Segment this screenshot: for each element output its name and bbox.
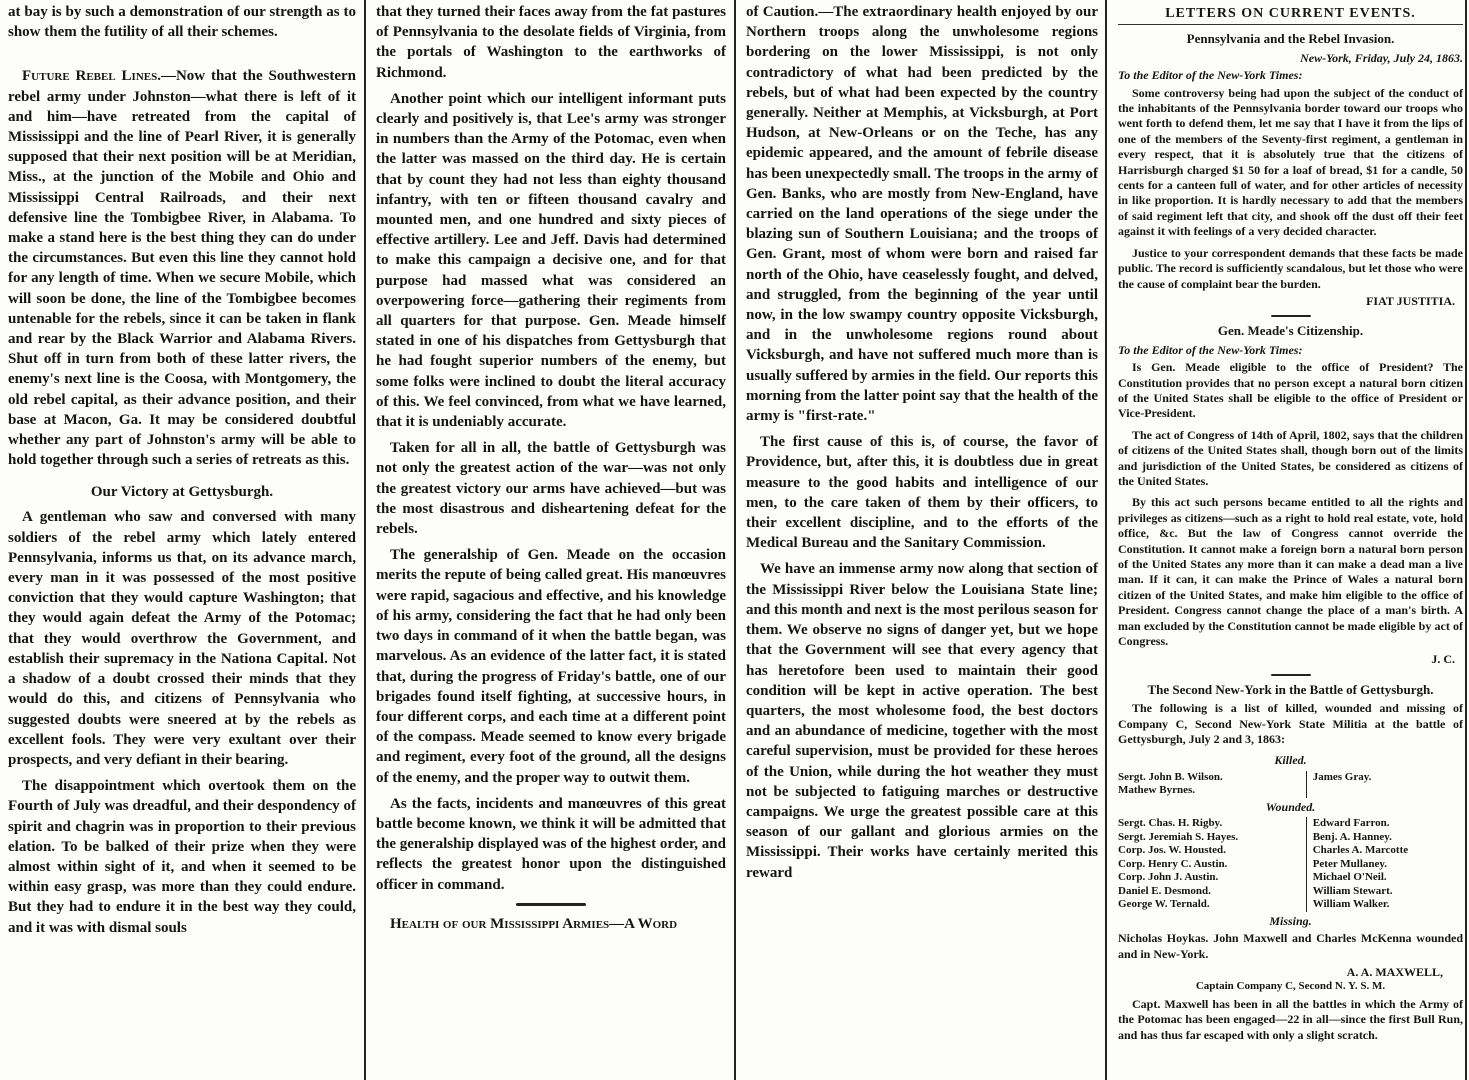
- paragraph: at bay is by such a demonstration of our strength as to show them the futility of all their schemes.: [8, 4, 356, 41]
- paragraph: As the facts, incidents and manœuvres of this great battle become known, we think it will be admitted that the generalship displayed was of the highest order, and reflects the greatest honor upon the distinguished officer in command.: [376, 795, 726, 893]
- salutation: To the Editor of the New-York Times:: [1118, 68, 1303, 83]
- paragraph: Taken for all in all, the battle of Gettysburgh was not only the greatest action of the war—was not only the greatest victory our arms have achieved—but was the most disastrous and disheartening defeat for the rebels.: [376, 440, 726, 538]
- paragraph: of Caution.—The extraordinary health enjoyed by our Northern troops along the unwholesome regions bordering on the lower Mississippi, is not only contradictory of what had been predicted by the rebels, but of what had been expected by the country generally. Neither at Memphis, at Vicksburgh, at Port Hudson, at New-Orleans or on the Teche, has any epidemic appeared, and the amount of febrile disease has been unexpectedly small. The troops in the army of Gen. Banks, who are mostly from New-England, have carried on the land operations of the siege under the blazing sun of Southern Louisiana; and the troops of Gen. Grant, most of whom were born and raised far north of the Ohio, have ceaselessly fought, and delved, and struggled, from the beginning of the year until now, in the low swampy country opposite Vicksburgh, and in the unwholesome regions round about Vicksburgh, and have not suffered much more than is usually suffered by armies in the field. Our reports this morning from the latter point say that the health of the army is "first-rate.": [746, 4, 1098, 425]
- paragraph: The following is a list of killed, wounded and missing of Company C, Second New-York State Militia at the battle of Gettysburgh, July 2 and 3, 1863:: [1118, 701, 1463, 747]
- list-item: George W. Ternald.: [1118, 898, 1210, 911]
- section-separator: [1271, 674, 1311, 676]
- list-item: Charles A. Marcotte: [1312, 844, 1409, 857]
- section-separator: [1271, 315, 1311, 317]
- killed-list-right: [1307, 771, 1463, 798]
- letter-heading: Gen. Meade's Citizenship.: [1217, 323, 1364, 339]
- paragraph: Some controversy being had upon the subject of the conduct of the inhabitants of the Pennsylvania border toward our troops who went forth to defend them, let me say that I have it from the lips of one of the members of the Seventy-first regiment, a gentleman in every respect, that it is absolutely true that the citizens of Harrisburgh charged $1 50 for a loaf of bread, $1 for a candle, 50 cents for a canteen full of water, and for other articles of necessity in like proportion. It is hardly necessary to add that the members of said regiment left that city, and shook off the dust off their feet against it with feelings of a very decided character.: [1118, 85, 1463, 239]
- column-rule: [364, 0, 366, 1080]
- paragraph-fine-print: Capt. Maxwell has been in all the battles in which the Army of the Potomac has been engaged—22 in all—since the first Bull Run, and has thus far escaped with only a slight scratch.: [1118, 996, 1463, 1042]
- paragraph: The first cause of this is, of course, the favor of Providence, but, after this, it is doubtless due in great measure to the good habits and intelligence of our men, to the care taken of them by their officers, to their excellent discipline, and to the efforts of the Medical Bureau and the Sanitary Commission.: [746, 434, 1098, 552]
- list-item: Peter Mullaney.: [1312, 857, 1388, 870]
- dateline: New-York, Friday, July 24, 1863.: [1300, 50, 1463, 65]
- paragraph: The generalship of Gen. Meade on the occasion merits the repute of being called great. His manœuvres were rapid, sagacious and effective, and his knowledge of his army, considering the fact that he had only been two days in command of it when the battle began, was marvelous. As an evidence of the latter fact, it is stated that, during the progress of Friday's battle, one of our brigades found itself fighting, at successive hours, in four different corps, and each time at a different point of the compass. Meade seemed to know every brigade and regiment, every foot of the ground, all the designs of the enemy, and the proper way to outwit them.: [376, 547, 726, 786]
- list-item: Daniel E. Desmond.: [1118, 884, 1211, 897]
- paragraph: Another point which our intelligent informant puts clearly and positively is, that Lee's army was stronger in numbers than the Army of the Potomac, even when the latter was massed on the third day. He is certain that by count they had not less than eighty thousand infantry, with ten or fifteen thousand cavalry and mounted men, and one hundred and sixty pieces of effective artillery. Lee and Jeff. Davis had determined to make this campaign a decisive one, and for that purpose had massed what was considered an overpowering force—gathering their regiments from all quarters for that purpose. Gen. Meade himself stated in one of his dispatches from Gettysburgh that he had fought superior numbers of the enemy, but some folks were inclined to doubt the literal accuracy of this. We feel convinced, from what we have learned, that it is undeniably accurate.: [376, 90, 726, 431]
- list-item: Sergt. Chas. H. Rigby.: [1118, 817, 1223, 830]
- list-item: Corp. Jos. W. Housted.: [1118, 844, 1226, 857]
- signature: A. A. MAXWELL,: [1346, 965, 1443, 979]
- killed-list-left: [1118, 771, 1307, 798]
- signature-title: Captain Company C, Second N. Y. S. M.: [1195, 980, 1386, 993]
- list-item: Corp. Henry C. Austin.: [1118, 857, 1228, 870]
- paragraph: Is Gen. Meade eligible to the office of President? The Constitution provides that no person except a natural born citizen of the United States shall be eligible to the office of President or Vice-President.: [1118, 360, 1463, 421]
- section-separator: [516, 903, 586, 906]
- column-3: [738, 0, 1104, 1080]
- list-item: James Gray.: [1312, 770, 1372, 783]
- paragraph: We have an immense army now along that section of the Mississippi River below the Louisiana State line; and this month and next is the most perilous season for them. We observe no signs of danger yet, but we hope that the Government will see that every agency that has heretofore been used to maintain their good condition will be kept in active operation. The best quarters, the most wholesome food, the best doctors and an abundance of medicine, together with the most careful supervision, must be provided for these heroes of the Union, while during the hot weather they must not be subjected to fatiguing marches or destructive campaigns. We urge the greatest possible care at this season of our gallant and glorious armies on the Mississippi. Their works have certainly merited this reward: [746, 561, 1098, 881]
- column-rule: [734, 0, 736, 1080]
- section-banner: LETTERS ON CURRENT EVENTS.: [1118, 6, 1463, 25]
- list-section-label: Killed.: [1274, 753, 1307, 768]
- paragraph: A gentleman who saw and conversed with many soldiers of the rebel army which lately entered Pennsylvania, informs us that, on its advance march, every man in it was possessed of the most positive conviction that they would capture Washington; that they would again defeat the Army of the Potomac; that they would overthrow the Government, and establish their supremacy in the Nationa Capital. Not a shadow of a doubt crossed their minds that they would do this, and citizens of Pennsylvania who suggested doubts were sneered at by the rebels as excellent fools. They were very exultant over their prospects, and very defiant in their bearing.: [8, 509, 356, 768]
- paragraph: Justice to your correspondent demands that these facts be made public. The record is sufficiently scandalous, but let those who were the cause of complaint bear the burden.: [1118, 245, 1463, 291]
- list-item: William Stewart.: [1312, 884, 1393, 897]
- column-2: [368, 0, 732, 1080]
- column-1: [0, 0, 362, 1080]
- paragraph: that they turned their faces away from the fat pastures of Pennsylvania to the desolate fields of Virginia, from the portals of Washington to the earthworks of Richmond.: [376, 4, 726, 81]
- list-section-label: Wounded.: [1265, 799, 1316, 814]
- section-lead-in: Future Rebel Lines.: [22, 68, 161, 85]
- article-heading: Our Victory at Gettysburgh.: [90, 484, 274, 501]
- column-4: [1110, 0, 1469, 1080]
- list-item: Sergt. Jeremiah S. Hayes.: [1118, 830, 1239, 843]
- column-rule: [1105, 0, 1107, 1080]
- list-item: Edward Farron.: [1312, 817, 1390, 830]
- wounded-list-right: [1307, 817, 1463, 912]
- list-item: Benj. A. Hanney.: [1312, 830, 1392, 843]
- list-item: Michael O'Neil.: [1312, 871, 1387, 884]
- salutation: To the Editor of the New-York Times:: [1118, 342, 1303, 357]
- killed-list: [1118, 771, 1463, 798]
- wounded-list-left: [1118, 817, 1307, 912]
- signature: FIAT JUSTITIA.: [1366, 293, 1455, 308]
- letter-heading: The Second New-York in the Battle of Gettysburgh.: [1147, 681, 1434, 697]
- paragraph: The disappointment which overtook them on the Fourth of July was dreadful, and their despondency of spirit and chagrin was in proportion to their previous elation. To be balked of their prize when they were almost within sight of it, and when it seemed to be within easy grasp, was more than they could endure. But they had to endure it in the best way they could, and it was with dismal souls: [8, 778, 356, 936]
- letter-heading: Pennsylvania and the Rebel Invasion.: [1186, 31, 1395, 47]
- wounded-list: [1118, 817, 1463, 912]
- paragraph-future-rebel-lines: [8, 66, 356, 470]
- paragraph: The act of Congress of 14th of April, 1802, says that the children of citizens of the United States shall, though born out of the limits and jurisdiction of the United States, be considered as citizens of the United States.: [1118, 427, 1463, 488]
- list-item: Sergt. John B. Wilson.: [1118, 770, 1223, 783]
- section-lead-in: Health of our Mississippi Armies—A Word: [390, 915, 678, 932]
- list-section-label: Missing.: [1269, 913, 1312, 928]
- list-item: William Walker.: [1312, 898, 1390, 911]
- signature: J. C.: [1431, 652, 1455, 667]
- list-item: Corp. John J. Austin.: [1118, 871, 1219, 884]
- paragraph-text: —Now that the Southwestern rebel army under Johnston—what there is left of it and him—have retreated from the capital of Mississippi and the line of Pearl River, it is generally supposed that their next position will be at Meridian, Miss., at the junction of the Mobile and Ohio and Mississippi Central Railroads, and their next defensive line the Tombigbee River, in Alabama. To make a stand here is the best thing they can do under the circumstances. But even this line they cannot hold for any length of time. When we secure Mobile, which will soon be done, the line of the Tombigbee becomes untenable for the rebels, since it can be taken in flank and rear by the Black Warrior and Alabama Rivers. Shut off in turn from both of these latter rivers, the enemy's next line is the Coosa, with Montgomery, the old rebel capital, as their advance position, and their base at Macon, Ga. It may be considered doubtful whether any part of Johnston's army will be able to hold together through such a series of retreats as this.: [8, 68, 356, 469]
- list-item: Mathew Byrnes.: [1118, 784, 1195, 797]
- paragraph-fine-print: By this act such persons became entitled to all the rights and privileges as citizens—such as a right to hold real estate, vote, hold office, &c. But the law of Congress cannot override the Constitution. It cannot make a foreign born a natural born person of the United States any more than it can make a dead man a live man. If it can, it can make the Prince of Wales a natural born citizen of the United States, and make him eligible to the office of President. Congress cannot change the place of a man's birth. A man excluded by the Constitution cannot be made eligible by act of Congress.: [1118, 495, 1463, 649]
- missing-list: Nicholas Hoykas. John Maxwell and Charles McKenna wounded and in New-York.: [1118, 931, 1463, 961]
